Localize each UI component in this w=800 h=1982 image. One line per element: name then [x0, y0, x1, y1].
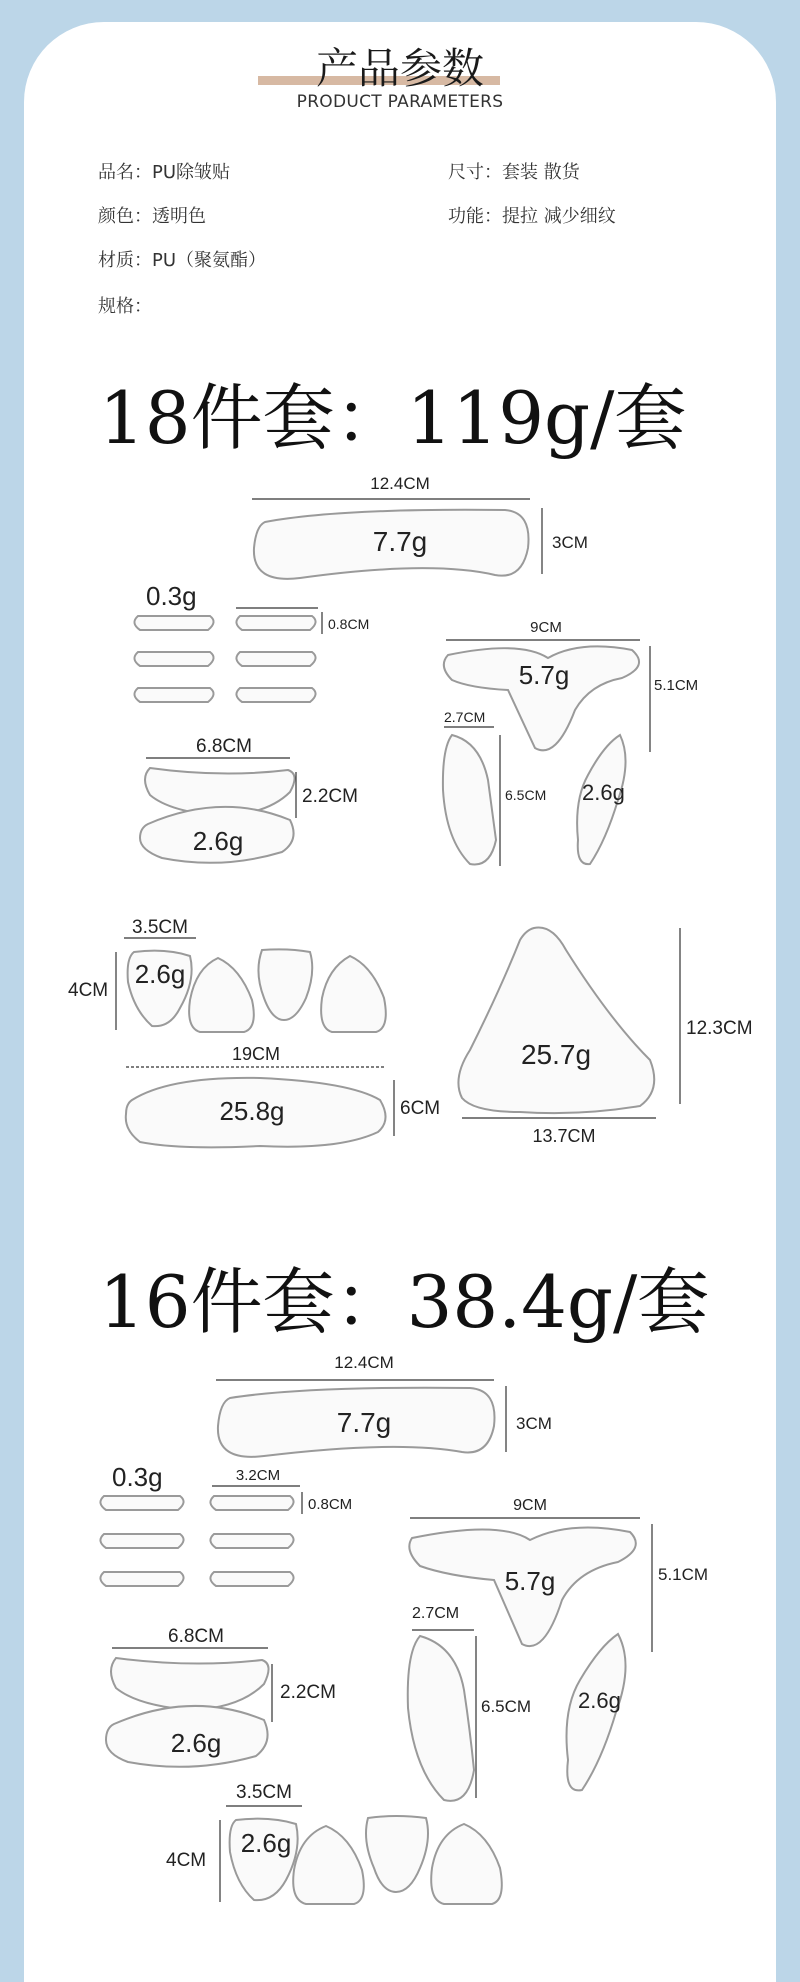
set18-heading: 18件套：119g/套: [99, 376, 687, 460]
set16-forehead-width: 12.4CM: [334, 1353, 394, 1372]
set16-mouth-width: 3.5CM: [236, 1782, 292, 1803]
set16-small-height: 0.8CM: [308, 1496, 353, 1513]
set18-eye-height: 2.2CM: [302, 786, 358, 807]
set18-small-patch: [134, 688, 213, 702]
set18-small-patch: [236, 616, 315, 630]
set18-eye-width: 6.8CM: [196, 736, 252, 757]
set18-small-patch: [134, 652, 213, 666]
set16-eye-weight: 2.6g: [170, 1728, 222, 1758]
set16-small-width: 3.2CM: [235, 1467, 281, 1484]
set16-forehead-height: 3CM: [516, 1414, 552, 1433]
page-title: 产品参数: [315, 44, 484, 93]
set16-forehead-weight: 7.7g: [336, 1407, 392, 1438]
set16-diagram: [100, 1353, 708, 1904]
set16-small-patch: [100, 1496, 183, 1510]
set16-between-width: 9CM: [513, 1497, 547, 1514]
set18-forehead-width: 12.4CM: [370, 474, 430, 493]
set16-small-patch: [100, 1534, 183, 1548]
set16-mouth-patch: [431, 1824, 502, 1904]
set18-between-width: 9CM: [530, 619, 562, 636]
set18-chest-width: 13.7CM: [532, 1126, 596, 1146]
set16-small-patch: [100, 1572, 183, 1586]
set16-mouth-weight: 2.6g: [240, 1828, 292, 1858]
param-name: 品名：PU除皱贴: [98, 162, 231, 183]
set18-neck-width: 19CM: [231, 1044, 281, 1064]
set18-chest-patch: [458, 927, 654, 1113]
set16-between-height: 5.1CM: [658, 1565, 709, 1584]
set18-small-patch: [134, 616, 213, 630]
set16-side-width: 2.7CM: [412, 1605, 460, 1622]
set18-small-weight: 0.3g: [146, 581, 197, 611]
set16-side-height: 6.5CM: [481, 1697, 532, 1716]
set18-mouth-width: 3.5CM: [132, 917, 188, 938]
set16-side-weight: 2.6g: [578, 1688, 621, 1713]
set18-diagram: [68, 474, 753, 1147]
set18-between-weight: 5.7g: [518, 660, 570, 690]
set18-forehead-weight: 7.7g: [372, 526, 428, 557]
set16-eye-height: 2.2CM: [280, 1682, 336, 1703]
set16-small-patch: [210, 1496, 293, 1510]
set16-eye-patch: [111, 1658, 269, 1710]
set16-small-weight: 0.3g: [112, 1462, 163, 1492]
set18-mouth-weight: 2.6g: [134, 959, 186, 989]
set18-side-weight: 2.6g: [582, 780, 625, 805]
set18-mouth-patch: [189, 958, 254, 1032]
param-color: 颜色：透明色: [98, 206, 206, 227]
param-size: 尺寸：套装 散货: [448, 162, 580, 183]
param-function: 功能：提拉 减少细纹: [448, 206, 616, 227]
param-material: 材质：PU（聚氨酯）: [98, 250, 267, 271]
set16-between-weight: 5.7g: [504, 1566, 556, 1596]
set18-neck-height: 6CM: [400, 1098, 441, 1119]
set18-mouth-patch: [321, 956, 386, 1032]
set18-side-height: 6.5CM: [505, 787, 547, 803]
set16-mouth-patch: [366, 1816, 428, 1892]
set16-small-patch: [210, 1572, 293, 1586]
set18-small-patch: [236, 688, 315, 702]
param-spec: 规格：: [98, 296, 152, 317]
set18-eye-weight: 2.6g: [192, 826, 244, 856]
set18-between-height: 5.1CM: [654, 677, 699, 694]
set16-side-patch: [408, 1636, 474, 1801]
set16-small-patch: [210, 1534, 293, 1548]
set16-eye-width: 6.8CM: [168, 1626, 224, 1647]
set18-neck-weight: 25.8g: [219, 1096, 285, 1126]
set18-forehead-height: 3CM: [552, 533, 588, 552]
set18-chest-height: 12.3CM: [686, 1018, 753, 1039]
set18-mouth-height: 4CM: [68, 980, 109, 1001]
set16-mouth-height: 4CM: [166, 1850, 207, 1871]
set18-small-height: 0.8CM: [328, 616, 370, 632]
set16-mouth-patch: [293, 1826, 364, 1904]
set18-side-width: 2.7CM: [444, 709, 486, 725]
set18-side-patch: [443, 735, 496, 865]
set16-heading: 16件套：38.4g/套: [99, 1260, 710, 1344]
page-subtitle: PRODUCT PARAMETERS: [296, 92, 504, 112]
set18-small-patch: [236, 652, 315, 666]
set18-chest-weight: 25.7g: [520, 1039, 592, 1070]
set18-mouth-patch: [258, 949, 312, 1020]
